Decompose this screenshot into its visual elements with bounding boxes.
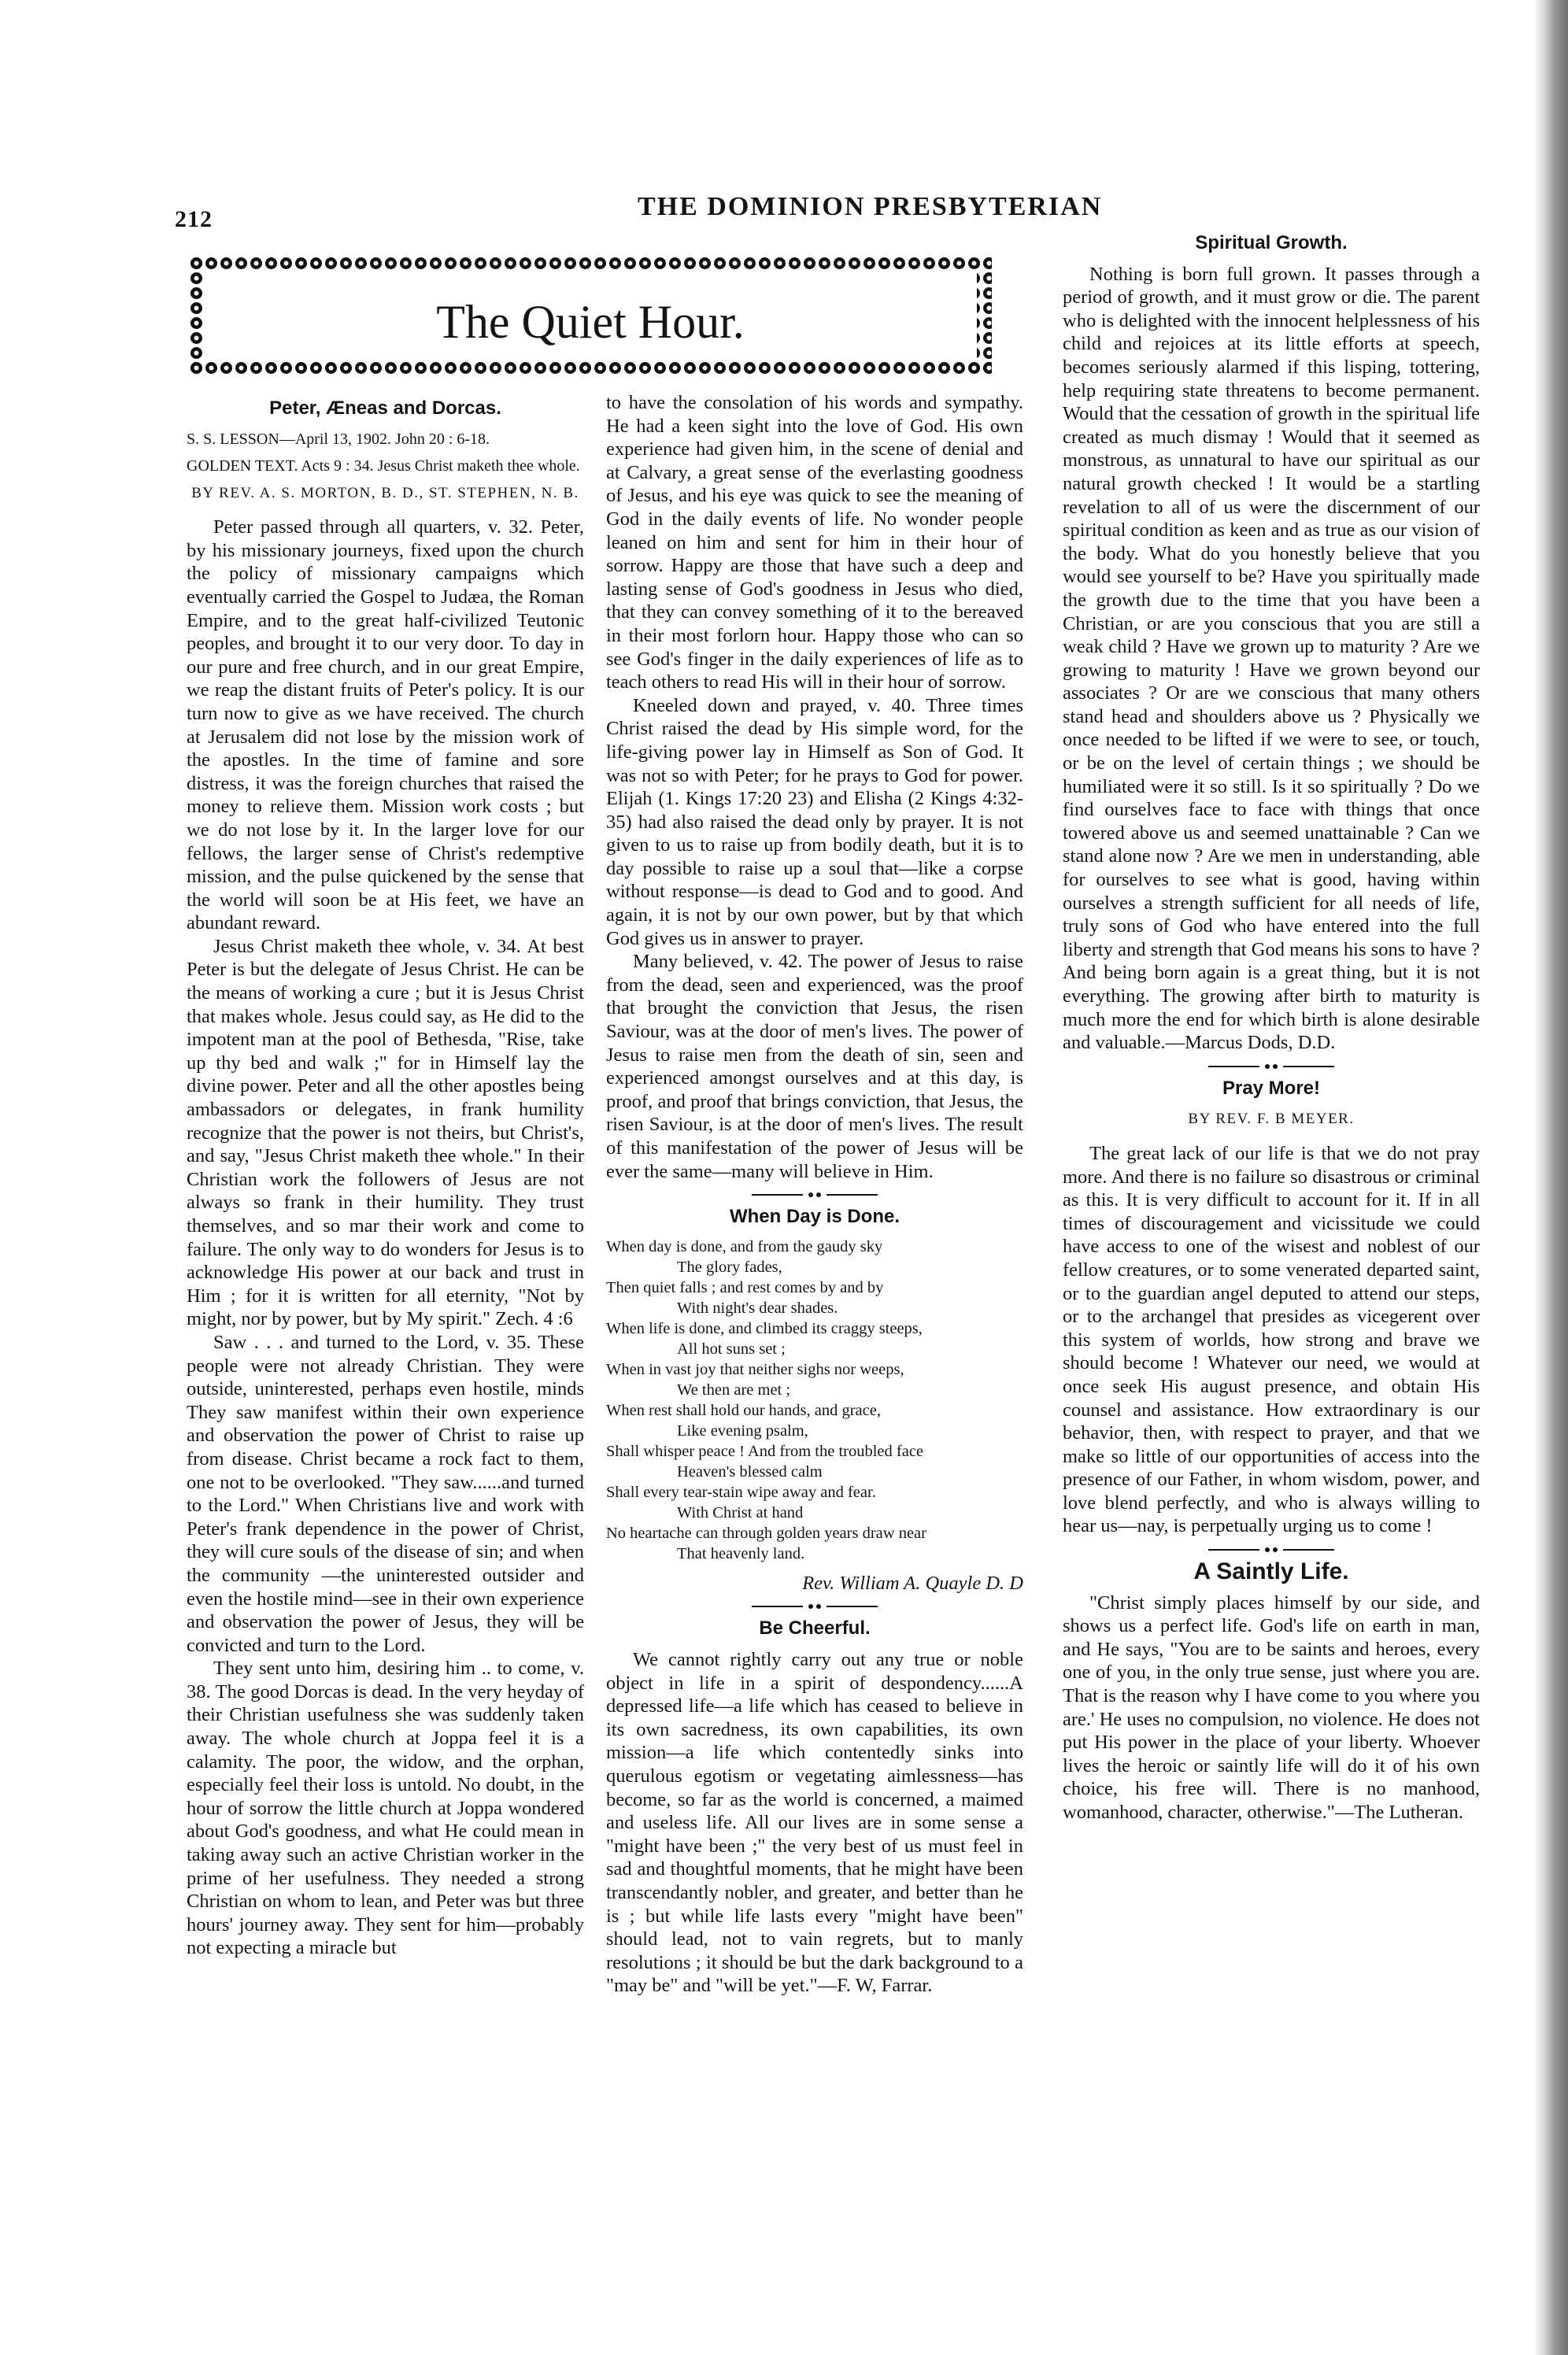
lesson-paragraph: Peter passed through all quarters, v. 32. Peter, by his missionary journeys, fixed upon the church the policy of missionary campaigns which eventually carried the Gospel to Judæa, the Roman Empire, and to the great half-civilized Teutonic peoples, and brought it to our very door. To day in our pure and free church, and in our great Empire, we reap the distant fruits of Peter's policy. It is our turn now to give as we have received. The church at Jerusalem did not lose by the mission work of the apostles. In the time of famine and sore distress, it was the foreign churches that raised the money to relieve them. Mission work costs ; but we do not lose by it. In the larger love for our fellows, the larger sense of Christ's redemptive mission, and the pulse quickened by the sense that the world will soon be at His feet, we have an abundant reward.: [187, 516, 584, 934]
poem-line: No heartache can through golden years draw near: [606, 1524, 926, 1542]
pray-more-title: Pray More!: [1222, 1077, 1321, 1099]
lesson-paragraph: to have the consolation of his words and sympathy. He had a keen sight into the love of God. His own experience had given him, in the scene of denial and at Calvary, a great sense of the everlasting goodness of Jesus, and his eye was quick to see the meaning of God in the daily events of life. No wonder people leaned on him and sent for him in their hour of sorrow. Happy are those that have such a deep and lasting sense of God's goodness in Jesus who died, that they can convey something of it to the bereaved in their most forlorn hour. Happy those who can so see God's finger in the daily experiences of life as to teach others to read His will in their hour of sorrow.: [606, 392, 1023, 693]
pray-more-byline: BY REV. F. B MEYER.: [1188, 1111, 1355, 1128]
section-title: The Quiet Hour.: [436, 296, 745, 348]
poem-line: Like evening psalm,: [677, 1422, 808, 1440]
pray-more-text: The great lack of our life is that we do not pray more. And there is no failure so disastrous or criminal as this. It is very difficult to account for it. If in all times of discouragement and vicissitude we could have access to one of the wisest and noblest of our fellow creatures, or to some venerated departed saint, or to the guardian angel deputed to attend our steps, or to the archangel that presides as vicegerent over this system of worlds, how strong and brave we should become ! Whatever our need, we would at once seek His august presence, and obtain His counsel and assistance. How extraordinary is our behavior, then, with respect to prayer, and that we make so little of our opportunities of access into the presence of our Father, in whom wisdom, power, and love blend perfectly, and who is always willing to hear us—nay, is perpetually urging us to come !: [1063, 1142, 1480, 1537]
column-1: [187, 394, 584, 1960]
running-head: THE DOMINION PRESBYTERIAN: [638, 192, 1103, 221]
poem-line: When rest shall hold our hands, and grace,: [606, 1401, 881, 1419]
poem-line: We then are met ;: [677, 1381, 791, 1399]
poem-line: When day is done, and from the gaudy sky: [606, 1237, 883, 1255]
poem-line: Heaven's blessed calm: [677, 1462, 823, 1481]
ornamental-rule: [1193, 1063, 1350, 1070]
poem-line: The glory fades,: [677, 1258, 782, 1276]
be-cheerful-text: We cannot rightly carry out any true or noble object in life in a spirit of despondency......A depressed life—a life which has ceased to believe in its own sacredness, its own capabilities, its own mission—a life which contentedly sinks into querulous egotism or vegetating aimlessness—has become, so far as the world is concerned, a maimed and useless life. All our lives are in some sense a "might have been ;" the very best of us must feel in sad and thoughtful moments, that he might have been transcendantly nobler, and greater, and better than he is ; but while life lasts every "might have been" should lead, not to vain regrets, but to manly resolutions ; it should be but the dark background to a "may be" and "will be yet."—F. W, Farrar.: [606, 1648, 1023, 1997]
poem-body: [606, 1237, 1023, 1564]
poem-attribution: Rev. William A. Quayle D. D: [802, 1572, 1023, 1594]
poem-line: Shall whisper peace ! And from the troubled face: [606, 1442, 924, 1460]
column-3: [1063, 228, 1480, 1824]
poem-title: When Day is Done.: [729, 1206, 900, 1228]
quiet-hour-banner: [189, 256, 992, 374]
poem-line: Shall every tear-stain wipe away and fear.: [606, 1483, 876, 1501]
poem-line: Then quiet falls ; and rest comes by and by: [606, 1278, 884, 1296]
spiritual-growth-title: Spiritual Growth.: [1195, 232, 1348, 253]
ornamental-rule: [736, 1191, 893, 1199]
lesson-paragraph: Kneeled down and prayed, v. 40. Three times Christ raised the dead by His simple word, for the life-giving power lay in Himself as Son of God. It was not so with Peter; for he prays to God for power. Elijah (1. Kings 17:20 23) and Elisha (2 Kings 4:32-35) had also raised the dead only by prayer. It is not given to us to raise up from bodily death, but it is to day possible to raise up a soul that—like a corpse without response—is dead to God and to good. And again, it is not by our own power, but by that which God gives us in answer to prayer.: [606, 694, 1023, 949]
golden-text: GOLDEN TEXT. Acts 9 : 34. Jesus Christ maketh thee whole.: [187, 457, 580, 475]
page-number: 212: [175, 206, 213, 232]
saintly-life-title: A Saintly Life.: [1193, 1558, 1349, 1585]
poem-line: That heavenly land.: [677, 1544, 805, 1562]
lesson-paragraph: Saw . . . and turned to the Lord, v. 35. These people were not already Christian. They were outside, uninterested, perhaps even hostile, minds They saw manifest within their own experience and observation the power of Christ to raise up from disease. Christ became a rock fact to them, one not to be overlooked. "They saw......and turned to the Lord." When Christians live and work with Peter's frank dependence in the power of Christ, they will cure souls of the disease of sin; and when the community —the uninterested outsider and even the hostile mind—see in their own experience and observation the power of Jesus, they will be convicted and turn to the Lord.: [187, 1331, 584, 1656]
page-edge-shadow: [1533, 0, 1568, 2355]
lesson-paragraph: Jesus Christ maketh thee whole, v. 34. At best Peter is but the delegate of Jesus Christ. He can be the means of working a cure ; but it is Jesus Christ that makes whole. Jesus could say, as He did to the impotent man at the pool of Bethesda, "Rise, take up thy bed and walk ;" for in Himself lay the divine power. Peter and all the other apostles being ambassadors or delegates, in frank humility recognize that the power is not theirs, but Christ's, and say, "Jesus Christ maketh thee whole." In their Christian work the followers of Jesus are not always so frank in their humility. They trust themselves, and so mar their work and come to failure. The only way to do wonders for Jesus is to acknowledge His power at our back and trust in Him ; for it is written for all eternity, "Not by might, nor by power, but by My spirit." Zech. 4 :6: [187, 935, 584, 1330]
column-2: [606, 391, 1023, 1998]
be-cheerful-title: Be Cheerful.: [759, 1617, 871, 1640]
ornamental-rule: [736, 1603, 893, 1610]
poem-line: With night's dear shades.: [677, 1299, 838, 1317]
poem-line: When in vast joy that neither sighs nor weeps,: [606, 1360, 904, 1378]
ornamental-rule: [1193, 1546, 1350, 1554]
saintly-life-text: "Christ simply places himself by our side, and shows us a perfect life. God's life on earth in man, and He says, "You are to be saints and heroes, every one of you, in the only true sense, just where you are. That is the reason why I have come to you where you are.' He uses no compulsion, no violence. He does not put His power in the place of your liberty. Whoever lives the heroic or saintly life will do it of his own choice, his free will. There is no manhood, womanhood, character, otherwise."—The Lutheran.: [1063, 1592, 1480, 1823]
lesson-paragraph: They sent unto him, desiring him .. to come, v. 38. The good Dorcas is dead. In the very heyday of their Christian usefulness she was suddenly taken away. The whole church at Joppa feel it is a calamity. The poor, the widow, and the orphan, especially feel their loss is untold. No doubt, in the hour of sorrow the little church at Joppa wondered about God's goodness, and what He could mean in taking away such an active Christian worker in the prime of her usefulness. They needed a strong Christian on whom to lean, and Peter was but three hours' journey away. They sent for him—probably not expecting a miracle but: [187, 1658, 584, 1959]
spiritual-growth-text: Nothing is born full grown. It passes through a period of growth, and it must grow or die. The parent who is delighted with the innocent helplessness of his child and rejoices at its little efforts at speech, becomes seriously alarmed if this lisping, tottering, help requiring state threatens to become permanent. Would that the cessation of growth in the spiritual life created as much dismay ! Would that it seemed as monstrous, as unnatural to have our spiritual as our natural growth checked ! It would be a startling revelation to all of us were the discernment of our spiritual condition as keen and as true as our vision of the body. What do you honestly believe that you would see yourself to be? Have you spiritually made the growth due to the time that you have been a Christian, or are you conscious that you are still a weak child ? Have we grown up to maturity ? Are we growing to maturity ! Have we grown beyond our associates ? Or are we conscious that many others stand head and shoulders above us ? Physically we once needed to be lifted if we were to see, or touch, or be on the level of certain things ; we should be humiliated were it so still. Is it so spiritually ? Do we find ourselves face to face with things that once towered above us and seemed unattainable ? Can we stand alone now ? Are we men in understanding, able for ourselves to see what is good, having within ourselves a strength sufficient for all needs of life, truly sons of God who have entered into the full liberty and strength that God means his sons to have ? And being born again is a great thing, but it is not everything. The growing after birth to maturity is much more the end for which birth is alone desirable and valuable.—Marcus Dods, D.D.: [1063, 263, 1480, 1054]
lesson-paragraph: Many believed, v. 42. The power of Jesus to raise from the dead, seen and experienced, was the proof that brought the conviction that Jesus, the risen Saviour, was at the door of men's lives. The power of Jesus to raise men from the death of sin, seen and experienced amongst ourselves and at this day, is proof, and proof that brings conviction, that Jesus, the risen Saviour, is at the door of men's lives. The result of this manifestation of the power of Jesus will be ever the same—many will believe in Him.: [606, 951, 1023, 1182]
lesson-heading: Peter, Æneas and Dorcas.: [269, 397, 501, 419]
poem-line: With Christ at hand: [677, 1503, 804, 1521]
lesson-byline: BY REV. A. S. MORTON, B. D., ST. STEPHEN, N. B.: [191, 484, 579, 501]
poem-line: All hot suns set ;: [677, 1340, 786, 1358]
lesson-reference: S. S. LESSON—April 13, 1902. John 20 : 6-18.: [187, 430, 490, 448]
poem-line: When life is done, and climbed its craggy steeps,: [606, 1319, 923, 1337]
